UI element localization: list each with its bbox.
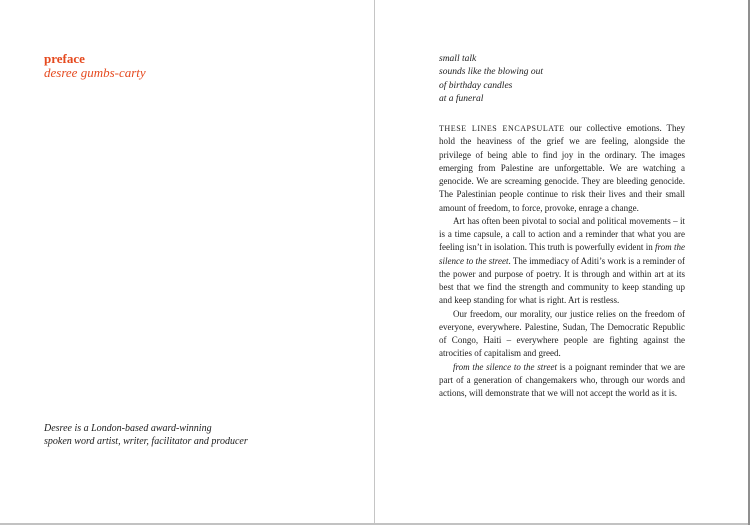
poem-line: at a funeral — [439, 93, 484, 104]
text-segment-italic: from the silence to the street — [439, 242, 685, 266]
poem-line: sounds like the blowing out — [439, 67, 543, 78]
paragraph — [439, 308, 685, 361]
author-bio — [44, 422, 248, 449]
text-segment: Art has often been pivotal to social and political movements – it is a time capsule, a call to action and a reminder that what you are feeling isn’t in isolation. This truth is powerfully evident in — [439, 215, 685, 253]
text-segment-smallcaps: THESE LINES ENCAPSULATE — [439, 124, 565, 134]
preface-heading-block — [44, 52, 146, 80]
preface-heading: preface — [44, 51, 85, 66]
paragraph — [439, 215, 685, 308]
text-segment: is a poignant reminder that we are part of a generation of changemakers who, through our words and actions, will demonstrate that we will not accept the world as it is. — [439, 361, 685, 399]
text-segment: . The immediacy of Aditi’s work is a reminder of the power and purpose of poetry. It is through and within art at its best that we find the strength and community to keep standing up and keep standing for what is right. Art is restless. — [439, 255, 685, 306]
right-page — [439, 53, 685, 400]
paragraph — [439, 361, 685, 401]
poem-line: small talk — [439, 54, 477, 64]
body-text — [439, 122, 685, 400]
text-segment: our collective emotions. They hold the heaviness of the grief we are feeling, alongside the privilege of being able to find joy in the ordinary. The images emerging from Palestine are unforgettable. We are watching a genocide. We are screaming genocide. They are bleeding genocide. The Palestinian people continue to risk their lives and their small amount of freedom, to force, provoke, enrage a change. — [439, 123, 685, 213]
poem-line: of birthday candles — [439, 80, 513, 91]
poem-excerpt — [439, 53, 685, 106]
bio-line: spoken word artist, writer, facilitator and producer — [44, 436, 248, 448]
text-segment: Our freedom, our morality, our justice relies on the freedom of everyone, everywhere. Palestine, Sudan, The Democratic Republic of Congo, Haiti – everywhere people are fighting against the atrocities of capitalism and greed. — [439, 308, 685, 359]
text-segment-italic: from the silence to the street — [453, 361, 557, 372]
preface-author: desree gumbs-carty — [44, 65, 146, 80]
page-gutter-divider — [374, 0, 375, 523]
bio-line: Desree is a London-based award-winning — [44, 423, 212, 434]
paragraph — [439, 122, 685, 215]
